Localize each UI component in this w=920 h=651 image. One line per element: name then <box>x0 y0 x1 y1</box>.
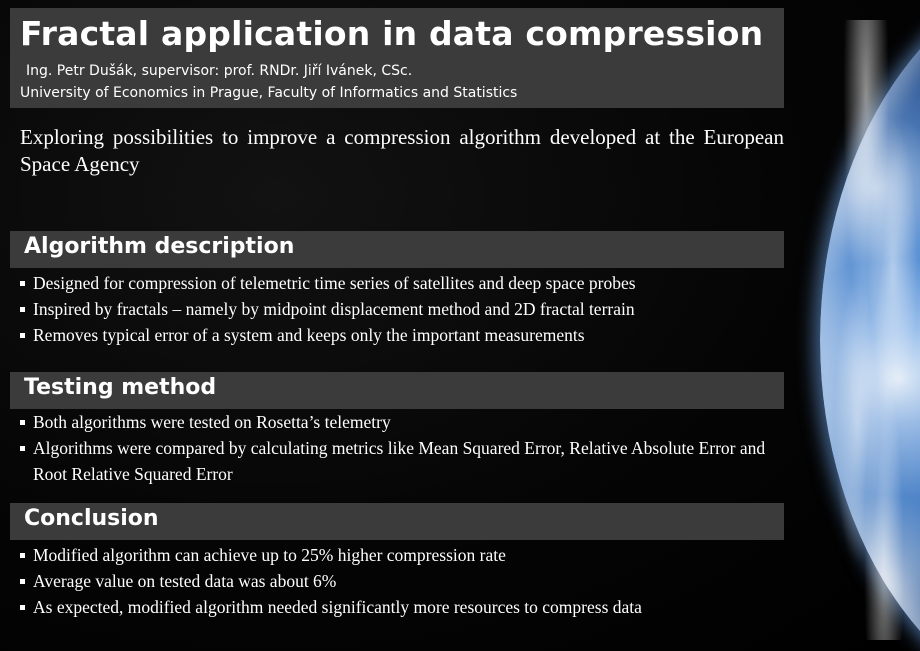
list-item-text: Algorithms were compared by calculating metrics like Mean Squared Error, Relative Absolute Error and Root Relative Squared Error <box>33 438 766 484</box>
bullet-icon <box>20 420 25 425</box>
authors-line: Ing. Petr Dušák, supervisor: prof. RNDr. Jiří Ivánek, CSc. <box>26 63 413 79</box>
list-item <box>20 296 786 322</box>
list-item-text: Modified algorithm can achieve up to 25% higher compression rate <box>33 545 506 565</box>
list-item <box>20 409 786 435</box>
bullet-icon <box>20 307 25 312</box>
bullet-list-testing <box>20 409 786 487</box>
list-item <box>20 542 786 568</box>
earth-image <box>820 0 920 651</box>
bullet-icon <box>20 446 25 451</box>
section-title: Conclusion <box>24 506 159 531</box>
bullet-icon <box>20 553 25 558</box>
list-item-text: As expected, modified algorithm needed significantly more resources to compress data <box>33 597 642 617</box>
poster-title: Fractal application in data compression <box>20 14 764 53</box>
list-item-text: Average value on tested data was about 6% <box>33 571 337 591</box>
list-item <box>20 322 786 348</box>
bullet-list-algorithm <box>20 270 786 348</box>
list-item <box>20 568 786 594</box>
section-title: Testing method <box>24 375 217 400</box>
list-item <box>20 435 786 487</box>
bullet-list-conclusion <box>20 542 786 620</box>
intro-text: Exploring possibilities to improve a compression algorithm developed at the European Space Agency <box>20 125 784 176</box>
bullet-icon <box>20 605 25 610</box>
bullet-icon <box>20 333 25 338</box>
section-header-algorithm <box>10 231 784 268</box>
title-banner <box>10 8 784 108</box>
list-item <box>20 270 786 296</box>
list-item-text: Designed for compression of telemetric time series of satellites and deep space probes <box>33 273 636 293</box>
list-item-text: Inspired by fractals – namely by midpoint displacement method and 2D fractal terrain <box>33 299 635 319</box>
affiliation-line: University of Economics in Prague, Faculty of Informatics and Statistics <box>20 85 518 101</box>
section-header-testing <box>10 372 784 409</box>
section-header-conclusion <box>10 503 784 540</box>
list-item <box>20 594 786 620</box>
section-title: Algorithm description <box>24 234 295 259</box>
list-item-text: Both algorithms were tested on Rosetta’s telemetry <box>33 412 391 432</box>
list-item-text: Removes typical error of a system and keeps only the important measurements <box>33 325 585 345</box>
bullet-icon <box>20 281 25 286</box>
bullet-icon <box>20 579 25 584</box>
